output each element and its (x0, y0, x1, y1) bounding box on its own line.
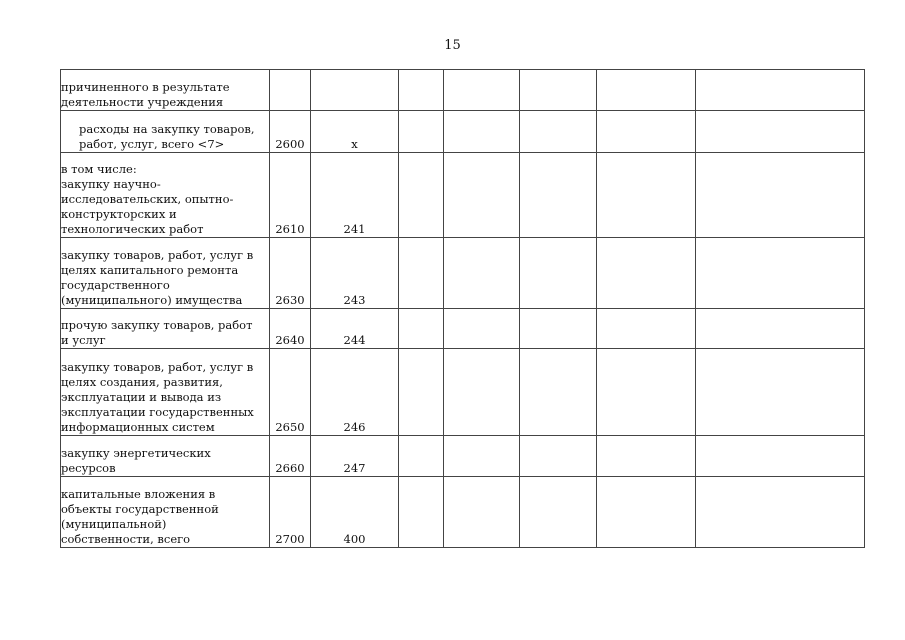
value-cell (597, 238, 696, 309)
row-code-cell: 2660 (270, 436, 311, 477)
table-row (61, 153, 865, 238)
row-name: закупку энергетических ресурсов (61, 446, 211, 475)
value-cell (444, 153, 520, 238)
value-cell (399, 111, 444, 153)
row-name: капитальные вложения в объекты государственной (муниципальной) собственности, всего (61, 487, 219, 546)
table-row (61, 111, 865, 153)
row-code-cell: 2640 (270, 309, 311, 349)
row-name: закупку товаров, работ, услуг в целях капитального ремонта государственного (муниципального) имущества (61, 248, 254, 307)
value-cell (696, 477, 865, 548)
page-number: 15 (444, 38, 461, 53)
value-cell (696, 111, 865, 153)
value-cell (696, 70, 865, 111)
value-cell (399, 436, 444, 477)
value-cell (399, 238, 444, 309)
value-cell (444, 309, 520, 349)
value-cell (399, 477, 444, 548)
value-cell (696, 349, 865, 436)
value-cell (696, 309, 865, 349)
value-cell (399, 349, 444, 436)
value-cell (444, 436, 520, 477)
value-cell (399, 309, 444, 349)
value-cell (520, 309, 597, 349)
value-cell (444, 238, 520, 309)
value-cell (520, 477, 597, 548)
row-name-cell (61, 238, 270, 309)
value-cell (696, 436, 865, 477)
table-row (61, 436, 865, 477)
row-name: причиненного в результате деятельности учреждения (61, 80, 230, 109)
row-name-cell (61, 111, 270, 153)
value-cell (520, 238, 597, 309)
table-row (61, 309, 865, 349)
value-cell (444, 70, 520, 111)
value-cell (399, 70, 444, 111)
value-cell (597, 111, 696, 153)
table-row (61, 238, 865, 309)
value-cell (520, 111, 597, 153)
value-cell (597, 436, 696, 477)
row-kbk-cell: 247 (311, 436, 399, 477)
row-code-cell: 2650 (270, 349, 311, 436)
row-kbk-cell: 246 (311, 349, 399, 436)
row-kbk-cell: 241 (311, 153, 399, 238)
row-kbk-cell (311, 70, 399, 111)
row-name-cell (61, 477, 270, 548)
row-kbk-cell: 400 (311, 477, 399, 548)
value-cell (444, 349, 520, 436)
row-name-cell (61, 436, 270, 477)
value-cell (597, 70, 696, 111)
financial-plan-table (60, 69, 865, 548)
value-cell (696, 153, 865, 238)
row-name-cell (61, 70, 270, 111)
table-row (61, 477, 865, 548)
row-name-cell (61, 349, 270, 436)
row-kbk-cell: х (311, 111, 399, 153)
value-cell (444, 111, 520, 153)
value-cell (399, 153, 444, 238)
row-name: закупку товаров, работ, услуг в целях создания, развития, эксплуатации и вывода из эксплуатации государственных информационных систем (61, 360, 254, 434)
value-cell (444, 477, 520, 548)
row-name-cell (61, 153, 270, 238)
value-cell (597, 349, 696, 436)
value-cell (597, 309, 696, 349)
value-cell (520, 153, 597, 238)
row-name: расходы на закупку товаров, работ, услуг, всего <7> (79, 122, 255, 151)
row-name: прочую закупку товаров, работ и услуг (61, 318, 253, 347)
value-cell (520, 436, 597, 477)
table-row (61, 349, 865, 436)
row-code-cell (270, 70, 311, 111)
row-code-cell: 2600 (270, 111, 311, 153)
value-cell (520, 70, 597, 111)
table-row (61, 70, 865, 111)
row-kbk-cell: 244 (311, 309, 399, 349)
row-kbk-cell: 243 (311, 238, 399, 309)
value-cell (520, 349, 597, 436)
row-code-cell: 2700 (270, 477, 311, 548)
row-code-cell: 2630 (270, 238, 311, 309)
value-cell (597, 153, 696, 238)
value-cell (696, 238, 865, 309)
row-code-cell: 2610 (270, 153, 311, 238)
row-name-cell (61, 309, 270, 349)
value-cell (597, 477, 696, 548)
row-name: в том числе: закупку научно- исследовательских, опытно- конструкторских и технологических работ (61, 162, 234, 236)
